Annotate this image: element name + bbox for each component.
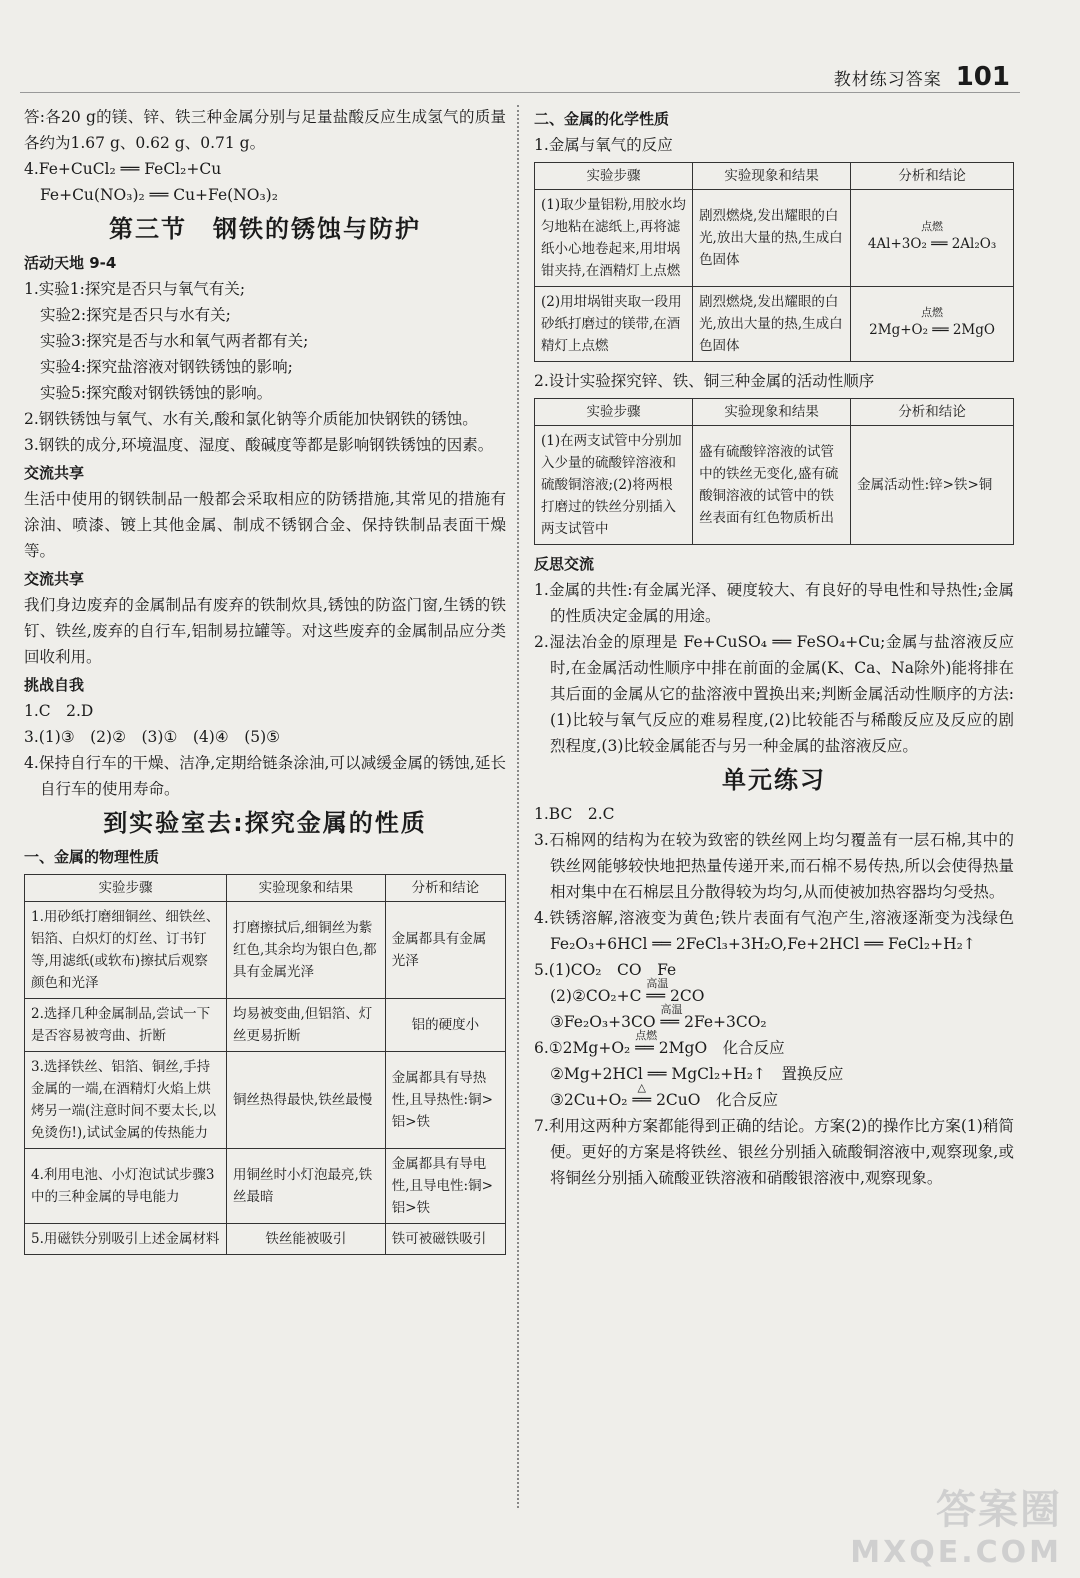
q5-line	[534, 1003, 1014, 1035]
reaction-condition: 点燃	[921, 306, 944, 319]
site-watermark	[850, 1478, 1062, 1570]
table-cell: (1)在两支试管中分别加入少量的硫酸锌溶液和硫酸铜溶液;(2)将两根打磨过的铁丝分别插入两支试管中	[535, 426, 693, 545]
chem-heading: 二、金属的化学性质	[534, 110, 670, 128]
table-cell: 金属活动性:锌>铁>铜	[851, 426, 1014, 545]
activity-item: 实验5:探究酸对钢铁锈蚀的影响。	[40, 384, 273, 402]
activity-heading: 活动天地 9-4	[24, 254, 117, 272]
reaction-equation: 2Mg+O₂ ══ 2MgO	[869, 322, 995, 338]
table-header: 分析和结论	[385, 875, 505, 902]
table-cell: 1.用砂纸打磨细铜丝、细铁丝、铝箔、白炽灯的灯丝、订书钉等,用滤纸(或软布)擦拭后观察颜色和光泽	[25, 902, 227, 999]
column-divider	[517, 105, 519, 1508]
table-row	[535, 190, 1014, 287]
intro-equation-1: 4.Fe+CuCl₂ ══ FeCl₂+Cu	[24, 160, 222, 178]
table-row	[25, 1052, 506, 1149]
equation-cell	[851, 190, 1014, 287]
q5-line: 5.(1)CO₂ CO Fe	[534, 961, 677, 979]
equation-right: 2CO	[670, 987, 705, 1005]
share-text: 生活中使用的钢铁制品一般都会采取相应的防锈措施,其常见的措施有涂油、喷漆、镀上其他金属、制成不锈钢合金、保持铁制品表面干燥等。	[24, 490, 506, 560]
table-cell: 5.用磁铁分别吸引上述金属材料	[25, 1224, 227, 1255]
activity-item: 实验4:探究盐溶液对钢铁锈蚀的影响;	[40, 358, 293, 376]
table-header: 实验步骤	[535, 163, 693, 190]
equation-cell	[851, 287, 1014, 362]
share-heading: 交流共享	[24, 570, 85, 588]
oxygen-reaction-table	[534, 162, 1014, 362]
activity-item: 1.实验1:探究是否只与氧气有关;	[24, 280, 246, 298]
table-header: 实验步骤	[535, 399, 693, 426]
table-header: 实验现象和结果	[693, 399, 851, 426]
reaction-arrow: 高温 ══	[660, 1009, 679, 1035]
reaction-condition: 点燃	[635, 1029, 658, 1042]
table-header: 实验现象和结果	[693, 163, 851, 190]
table-cell: 剧烈燃烧,发出耀眼的白光,放出大量的热,生成白色固体	[693, 287, 851, 362]
right-column	[534, 104, 1030, 1191]
table-cell: 盛有硫酸锌溶液的试管中的铁丝无变化,盛有硫酸铜溶液的试管中的铁丝表面有红色物质析出	[693, 426, 851, 545]
watermark-url: MXQE.COM	[850, 1535, 1062, 1570]
activity-item: 实验3:探究是否与水和氧气两者都有关;	[40, 332, 309, 350]
challenge-heading: 挑战自我	[24, 676, 85, 694]
activity-order-table	[534, 398, 1014, 545]
challenge-item: 4.保持自行车的干燥、洁净,定期给链条涂油,可以减缓金属的锈蚀,延长自行车的使用寿命。	[24, 754, 506, 798]
table-row	[25, 902, 506, 999]
table-cell: (2)用坩埚钳夹取一段用砂纸打磨过的镁带,在酒精灯上点燃	[535, 287, 693, 362]
unit-title: 单元练习	[722, 766, 826, 794]
physical-heading: 一、金属的物理性质	[24, 848, 160, 866]
equation-left: ③2Cu+O₂	[550, 1091, 628, 1109]
table-row	[535, 287, 1014, 362]
table-cell: 金属都具有导热性,且导热性:铜>铝>铁	[385, 1052, 505, 1149]
reaction-condition: △	[637, 1081, 647, 1094]
table-row	[25, 1149, 506, 1224]
header-rule	[20, 92, 1020, 93]
q7-answer: 7.利用这两种方案都能得到正确的结论。方案(2)的操作比方案(1)稍简便。更好的方案是将铁丝、银丝分别插入硫酸铜溶液中,观察现象,或将铜丝分别插入硫酸亚铁溶液和硝酸银溶液中,观察现象。	[534, 1117, 1014, 1187]
table-cell: 铁丝能被吸引	[227, 1224, 386, 1255]
reaction-arrow: △ ══	[632, 1087, 651, 1113]
table-cell: 铜丝热得最快,铁丝最慢	[227, 1052, 386, 1149]
q6-line	[534, 1081, 1014, 1113]
activity-order-heading: 2.设计实验探究锌、铁、铜三种金属的活动性顺序	[534, 372, 875, 390]
reflect-heading: 反思交流	[534, 555, 595, 573]
table-row	[25, 999, 506, 1052]
challenge-item: 3.(1)③ (2)② (3)① (4)④ (5)⑤	[24, 728, 281, 746]
reflect-item: 2.湿法冶金的原理是 Fe+CuSO₄ ══ FeSO₄+Cu;金属与盐溶液反应时,在金属活动性顺序中排在前面的金属(K、Ca、Na除外)能将排在其后面的金属从它的盐溶液中置换出来;判断金属活动性顺序的方法:(1)比较与氧气反应的难易程度,(2)比较能否与稀酸反应及反应的剧烈程度,(3)比较金属能否与另一种金属的盐溶液反应。	[534, 633, 1014, 755]
table-cell: (1)取少量铝粉,用胶水均匀地粘在滤纸上,再将滤纸小心地卷起来,用坩埚钳夹持,在酒精灯上点燃	[535, 190, 693, 287]
share-heading: 交流共享	[24, 464, 85, 482]
equation-left: ③Fe₂O₃+3CO	[550, 1013, 656, 1031]
table-cell: 打磨擦拭后,细铜丝为紫红色,其余均为银白色,都具有金属光泽	[227, 902, 386, 999]
unit-item: 1.BC 2.C	[534, 805, 615, 823]
table-header: 实验现象和结果	[227, 875, 386, 902]
header-title: 教材练习答案	[833, 70, 942, 90]
challenge-item: 1.C 2.D	[24, 702, 94, 720]
table-cell: 金属都具有导电性,且导电性:铜>铝>铁	[385, 1149, 505, 1224]
table-cell: 剧烈燃烧,发出耀眼的白光,放出大量的热,生成白色固体	[693, 190, 851, 287]
equation-right: 2CuO 化合反应	[656, 1091, 778, 1109]
q6-line	[534, 1029, 1014, 1061]
table-header: 分析和结论	[851, 163, 1014, 190]
physical-properties-table	[24, 874, 506, 1255]
oxygen-heading: 1.金属与氧气的反应	[534, 136, 673, 154]
table-cell: 铁可被磁铁吸引	[385, 1224, 505, 1255]
equation-left: (2)②CO₂+C	[550, 987, 642, 1005]
page-number: 101	[955, 62, 1010, 92]
reaction-condition: 高温	[646, 977, 669, 990]
activity-item: 实验2:探究是否只与水有关;	[40, 306, 231, 324]
left-column	[24, 104, 506, 1261]
table-row	[535, 426, 1014, 545]
reaction-condition: 高温	[660, 1003, 683, 1016]
reaction-arrow: 高温 ══	[646, 983, 665, 1009]
reaction-arrow: 点燃 ══	[635, 1035, 654, 1061]
q5-line	[534, 977, 1014, 1009]
unit-item: 4.铁锈溶解,溶液变为黄色;铁片表面有气泡产生,溶液逐渐变为浅绿色 Fe₂O₃+6HCl ══ 2FeCl₃+3H₂O,Fe+2HCl ══ FeCl₂+H₂↑	[534, 909, 1030, 953]
table-header: 实验步骤	[25, 875, 227, 902]
lab-title: 到实验室去:探究金属的性质	[103, 809, 427, 837]
q6-line: ②Mg+2HCl ══ MgCl₂+H₂↑ 置换反应	[550, 1065, 844, 1083]
table-cell: 4.利用电池、小灯泡试试步骤3中的三种金属的导电能力	[25, 1149, 227, 1224]
table-cell: 3.选择铁丝、铝箔、铜丝,手持金属的一端,在酒精灯火焰上烘烤另一端(注意时间不要太长,以免烫伤!),试试金属的传热能力	[25, 1052, 227, 1149]
watermark-logo-text: 答案圈	[936, 1487, 1062, 1533]
reaction-condition: 点燃	[921, 220, 944, 233]
table-cell: 用铜丝时小灯泡最亮,铁丝最暗	[227, 1149, 386, 1224]
table-cell: 金属都具有金属光泽	[385, 902, 505, 999]
table-cell: 2.选择几种金属制品,尝试一下是否容易被弯曲、折断	[25, 999, 227, 1052]
reflect-item: 1.金属的共性:有金属光泽、硬度较大、有良好的导电性和导热性;金属的性质决定金属的用途。	[534, 581, 1014, 625]
activity-item: 2.钢铁锈蚀与氧气、水有关,酸和氯化钠等介质能加快钢铁的锈蚀。	[24, 410, 478, 428]
equation-right: 2MgO 化合反应	[658, 1039, 785, 1057]
section-title: 第三节 钢铁的锈蚀与防护	[109, 215, 421, 243]
table-row	[25, 1224, 506, 1255]
unit-item: 3.石棉网的结构为在较为致密的铁丝网上均匀覆盖有一层石棉,其中的铁丝网能够较快地把热量传递开来,而石棉不易传热,所以会使得热量相对集中在石棉层且分散得较为均匀,从而使被加热容器均匀受热。	[534, 831, 1014, 901]
table-header: 分析和结论	[851, 399, 1014, 426]
share-text: 我们身边废弃的金属制品有废弃的铁制炊具,锈蚀的防盗门窗,生锈的铁钉、铁丝,废弃的自行车,铝制易拉罐等。对这些废弃的金属制品应分类回收利用。	[24, 596, 506, 666]
table-cell: 铝的硬度小	[385, 999, 505, 1052]
intro-answer: 答:各20 g的镁、锌、铁三种金属分别与足量盐酸反应生成氢气的质量各约为1.67 g、0.62 g、0.71 g。	[24, 108, 506, 152]
intro-equation-2: Fe+Cu(NO₃)₂ ══ Cu+Fe(NO₃)₂	[40, 186, 278, 204]
table-cell: 均易被变曲,但铝箔、灯丝更易折断	[227, 999, 386, 1052]
activity-item: 3.钢铁的成分,环境温度、湿度、酸碱度等都是影响钢铁锈蚀的因素。	[24, 436, 494, 454]
equation-right: 2Fe+3CO₂	[684, 1013, 767, 1031]
equation-left: 6.①2Mg+O₂	[534, 1039, 631, 1057]
page-header	[834, 62, 1010, 92]
reaction-equation: 4Al+3O₂ ══ 2Al₂O₃	[867, 236, 997, 252]
